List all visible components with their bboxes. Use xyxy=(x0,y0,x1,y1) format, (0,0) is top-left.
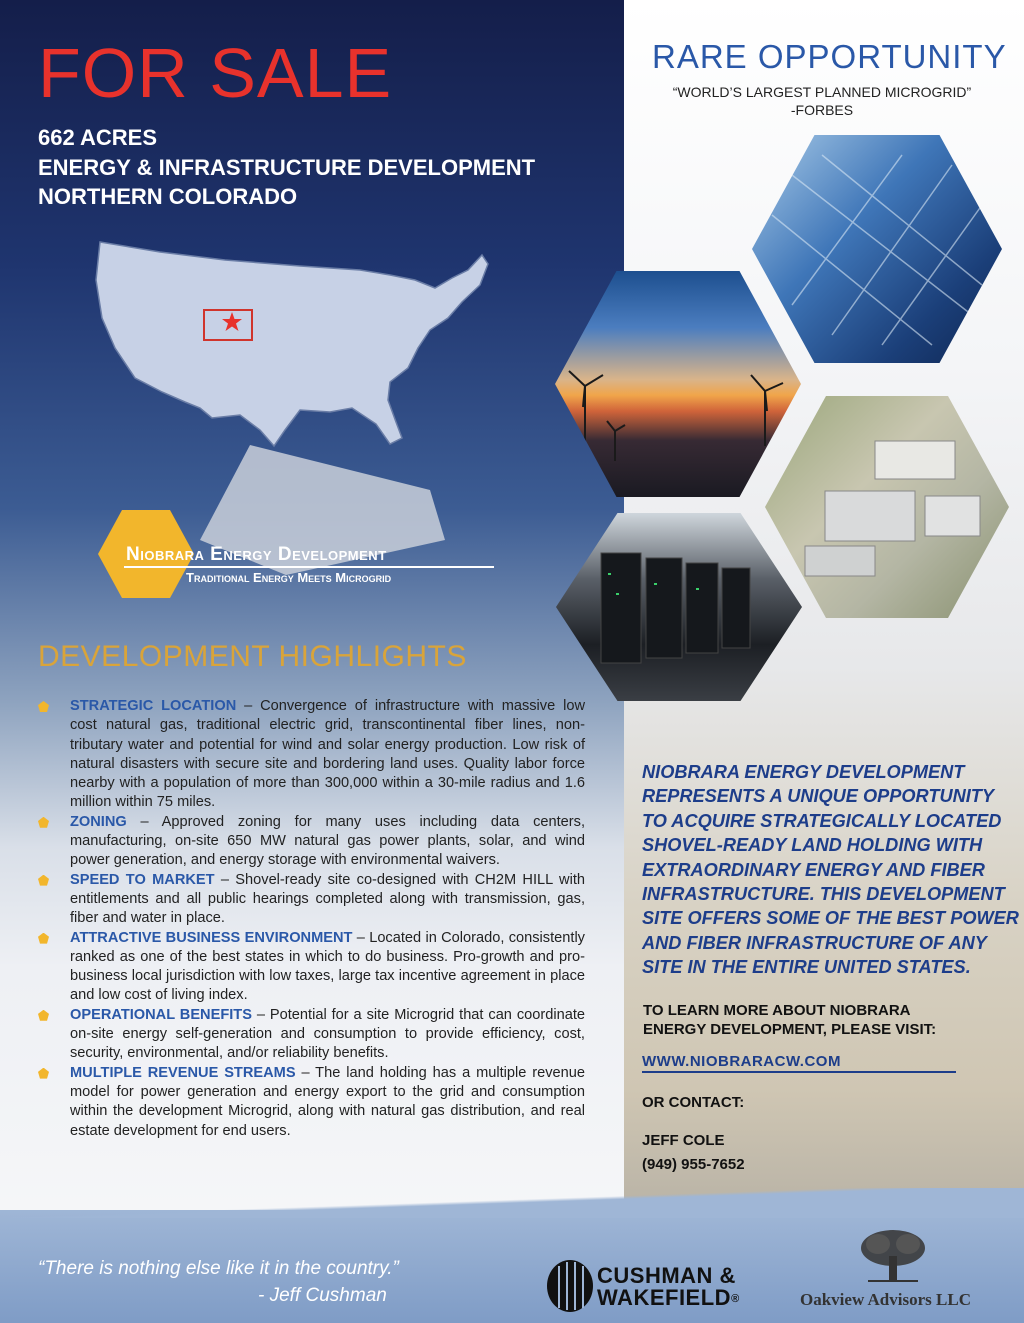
bullet-pentagon-icon xyxy=(38,1068,49,1079)
location-line: NORTHERN COLORADO xyxy=(38,184,298,209)
highlight-operational-benefits xyxy=(38,1006,585,1064)
niobrara-logo-title: Niobrara Energy Development xyxy=(126,544,387,565)
footer-quote-author: - Jeff Cushman xyxy=(258,1285,387,1306)
forbes-source: -FORBES xyxy=(790,102,854,118)
promo-statement: NIOBRARA ENERGY DEVELOPMENT REPRESENTS A UNIQUE OPPORTUNITY TO ACQUIRE STRATEGICALLY LOCATED SHOVEL-READY LAND HOLDING WITH EXTRAORDINARY ENERGY AND FIBER INFRASTRUCTURE. THIS DEVELOPMENT SITE OFFERS SOME OF THE BEST POWER AND FIBER INFRASTRUCTURE OF ANY SITE IN THE ENTIRE UNITED STATES. xyxy=(642,762,1019,978)
cw-line-2 xyxy=(597,1287,740,1310)
highlight-heading: MULTIPLE REVENUE STREAMS xyxy=(70,1064,296,1081)
rare-opportunity-title: RARE OPPORTUNITY xyxy=(652,38,1007,75)
or-contact-label: OR CONTACT: xyxy=(642,1094,745,1111)
bullet-pentagon-icon xyxy=(38,817,49,828)
highlight-text: – Located in Colorado, consistently ranked as one of the best states in which to do business. Pro-growth and pro-business local jurisdiction with low taxes, large tax incentive agreement in place and low cost of living index. xyxy=(70,929,585,1004)
highlights-list xyxy=(38,697,585,1141)
contact-name: JEFF COLE xyxy=(642,1132,725,1149)
highlight-zoning xyxy=(38,813,585,871)
highlight-text: – Convergence of infrastructure with massive low cost natural gas, traditional electric grid, transcontinental fiber lines, non-tributary water and potential for wind and solar energy production. Low risk of natural disasters with secure site and bordering land uses. Quality labor force nearby with a population of more than 300,000 within a 30-mile radius and 1.6 million within 75 miles. xyxy=(70,698,585,811)
highlight-heading: SPEED TO MARKET xyxy=(70,871,215,888)
oakview-advisors-logo: Oakview Advisors LLC xyxy=(800,1290,971,1309)
highlight-speed-to-market xyxy=(38,871,585,929)
registered-mark: ® xyxy=(731,1293,740,1306)
niobrara-logo-divider xyxy=(124,566,494,568)
highlight-heading: ATTRACTIVE BUSINESS ENVIRONMENT xyxy=(70,929,353,946)
highlight-heading: ZONING xyxy=(70,813,127,830)
forbes-quote-text: “WORLD’S LARGEST PLANNED MICROGRID” xyxy=(672,84,972,100)
bullet-pentagon-icon xyxy=(38,875,49,886)
niobrara-logo-tagline: Traditional Energy Meets Microgrid xyxy=(186,570,392,585)
website-link[interactable]: WWW.NIOBRARACW.COM xyxy=(642,1053,841,1070)
highlight-heading: OPERATIONAL BENEFITS xyxy=(70,1006,252,1023)
footer-quote: “There is nothing else like it in the country.” xyxy=(38,1258,399,1279)
highlight-revenue-streams xyxy=(38,1064,585,1141)
for-sale-title: FOR SALE xyxy=(38,34,393,112)
highlight-text: – The land holding has a multiple revenue model for power generation and energy export to the grid and consumption within the development Microgrid, along with natural gas distribution, and real estate development for end users. xyxy=(70,1064,585,1139)
cushman-wakefield-logo xyxy=(597,1265,740,1310)
bullet-pentagon-icon xyxy=(38,701,49,712)
acreage-line: 662 ACRES xyxy=(38,125,158,150)
development-type-line: ENERGY & INFRASTRUCTURE DEVELOPMENT xyxy=(38,155,536,180)
bullet-pentagon-icon xyxy=(38,1010,49,1021)
oak-tree-icon xyxy=(858,1226,928,1284)
cw-line-2-text: WAKEFIELD xyxy=(597,1285,732,1310)
highlight-text: – Shovel-ready site co-designed with CH2M HILL with entitlements and all public hearings completed along with transmission, gas, fiber and water in place. xyxy=(70,871,585,927)
highlight-business-environment xyxy=(38,929,585,1006)
cw-building-icon xyxy=(545,1258,595,1314)
highlight-text: – Potential for a site Microgrid that can coordinate on-site energy self-generation and consumption to provide efficiency, cost, security, environmental, and/or reliability benefits. xyxy=(70,1006,585,1062)
bullet-pentagon-icon xyxy=(38,933,49,944)
development-highlights-title: DEVELOPMENT HIGHLIGHTS xyxy=(38,640,467,673)
highlight-strategic-location xyxy=(38,697,585,813)
learn-more-text: TO LEARN MORE ABOUT NIOBRARA ENERGY DEVELOPMENT, PLEASE VISIT: xyxy=(643,1002,937,1038)
cw-line-1: CUSHMAN & xyxy=(597,1263,736,1288)
website-underline xyxy=(642,1071,956,1073)
forbes-quote xyxy=(652,83,992,119)
us-map-outline xyxy=(96,242,488,446)
highlight-text: – Approved zoning for many uses including data centers, manufacturing, on-site 650 MW natural gas power plants, solar, and wind power generation, and energy storage with environmental waivers. xyxy=(70,813,585,869)
contact-phone[interactable]: (949) 955-7652 xyxy=(642,1156,745,1173)
contact-details xyxy=(642,1129,745,1177)
highlight-heading: STRATEGIC LOCATION xyxy=(70,698,237,714)
